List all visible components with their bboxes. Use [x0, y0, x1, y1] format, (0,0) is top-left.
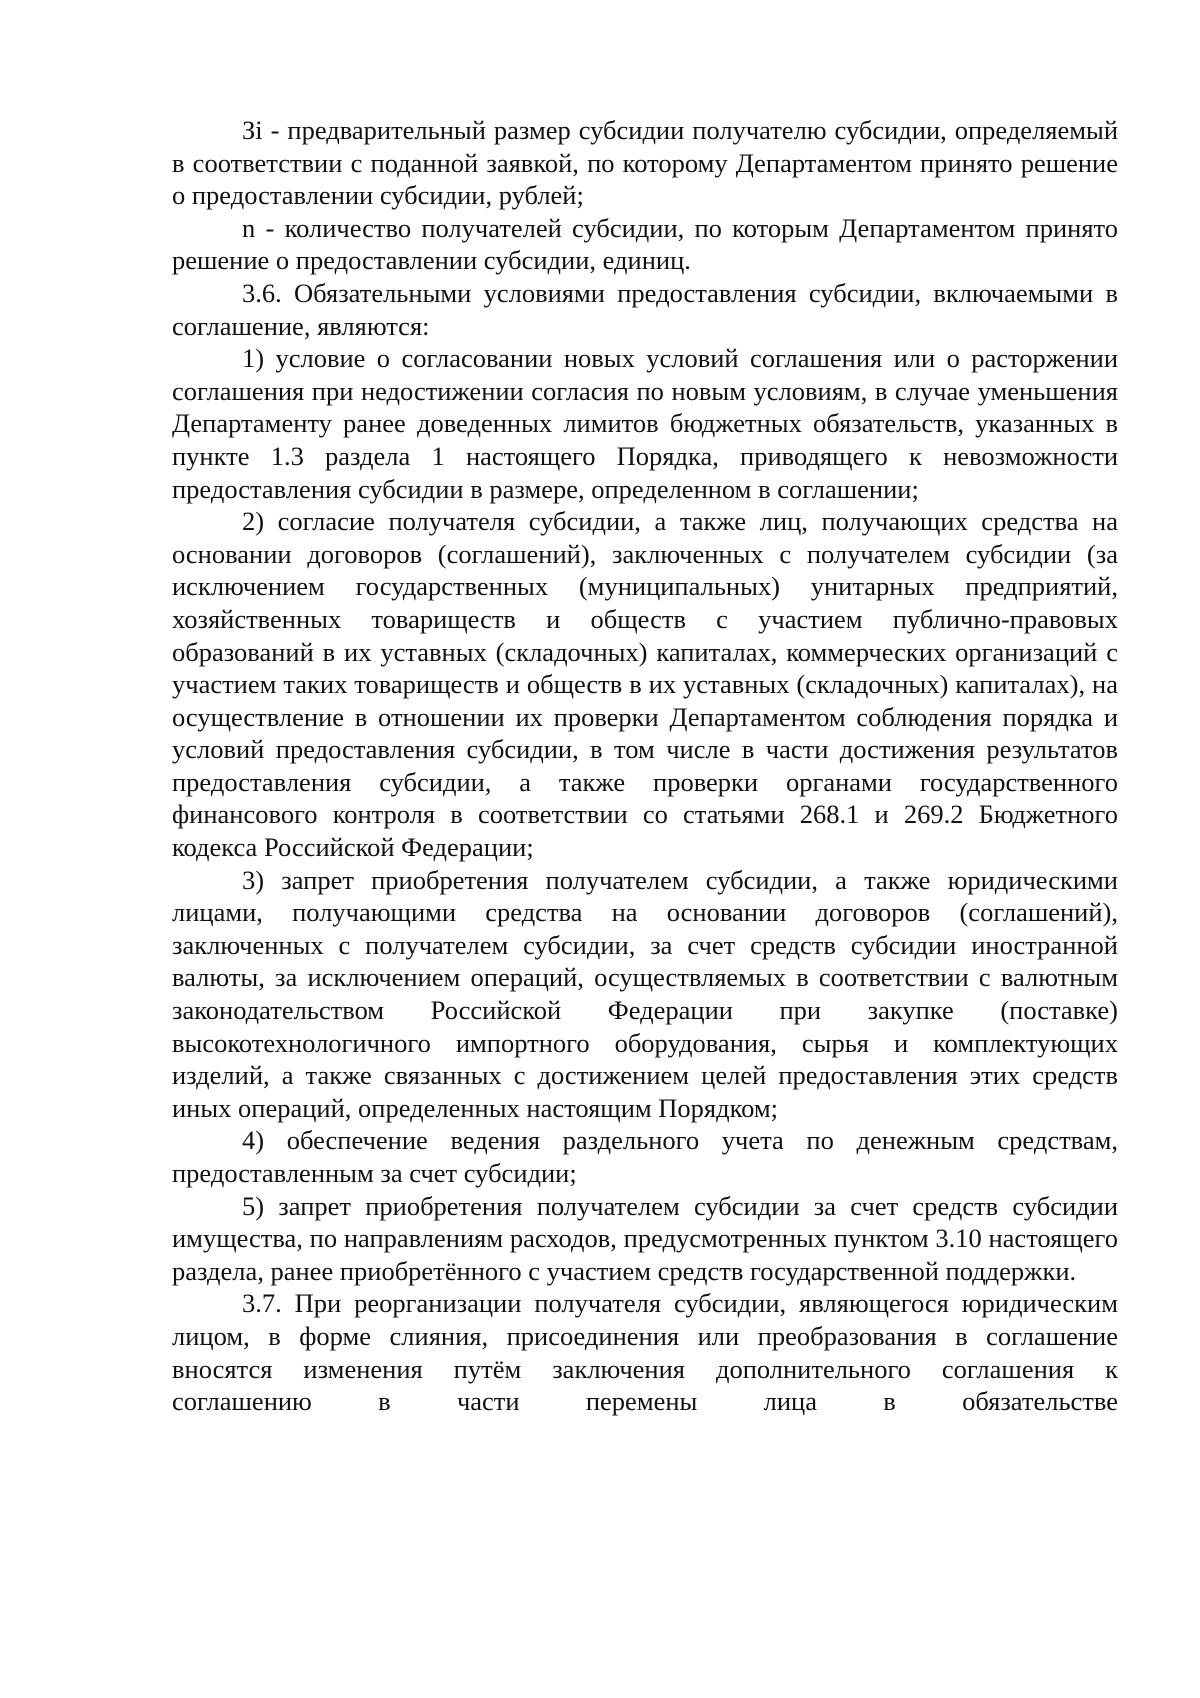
paragraph-condition-3: 3) запрет приобретения получателем субсидии, а также юридическими лицами, получающими средства на основании договоров (соглашений), заключенных с получателем субсидии, за счет средств субсидии иностранной валюты, за исключением операций, осуществляемых в соответствии с валютным законодательством Российской Федерации при закупке (поставке) высокотехнологичного импортного оборудования, сырья и комплектующих изделий, а также связанных с достижением целей предоставления этих средств иных операций, определенных настоящим Порядком;: [172, 864, 1118, 1123]
paragraph-zi-definition: Зi - предварительный размер субсидии получателю субсидии, определяемый в соответствии с поданной заявкой, по которому Департаментом принято решение о предоставлении субсидии, рублей;: [172, 115, 1118, 211]
paragraph-condition-4: 4) обеспечение ведения раздельного учета по денежным средствам, предоставленным за счет субсидии;: [172, 1125, 1118, 1188]
paragraph-n-definition: n - количество получателей субсидии, по которым Департаментом принято решение о предоставлении субсидии, единиц.: [172, 212, 1118, 276]
paragraph-condition-1: 1) условие о согласовании новых условий соглашения или о расторжении соглашения при недостижении согласия по новым условиям, в случае уменьшения Департаменту ранее доведенных лимитов бюджетных обязательств, указанных в пункте 1.3 раздела 1 настоящего Порядка, приводящего к невозможности предоставления субсидии в размере, определенном в соглашении;: [172, 343, 1118, 504]
paragraph-condition-2: 2) согласие получателя субсидии, а также лиц, получающих средства на основании договоров (соглашений), заключенных с получателем субсидии (за исключением государственных (муниципальных) унитарных предприятий, хозяйственных товариществ и обществ с участием публично-правовых образований в их уставных (складочных) капиталах, коммерческих организаций с участием таких товариществ и обществ в их уставных (складочных) капиталах), на осуществление в отношении их проверки Департаментом соблюдения порядка и условий предоставления субсидии, в том числе в части достижения результатов предоставления субсидии, а также проверки органами государственного финансового контроля в соответствии со статьями 268.1 и 269.2 Бюджетного кодекса Российской Федерации;: [172, 506, 1118, 863]
paragraph-condition-5: 5) запрет приобретения получателем субсидии за счет средств субсидии имущества, по направлениям расходов, предусмотренных пунктом 3.10 настоящего раздела, ранее приобретённого с участием средств государственной поддержки.: [172, 1190, 1118, 1286]
document-body: [172, 114, 1118, 1418]
paragraph-3-6-heading: 3.6. Обязательными условиями предоставления субсидии, включаемыми в соглашение, являются:: [172, 277, 1118, 341]
paragraph-3-7: 3.7. При реорганизации получателя субсидии, являющегося юридическим лицом, в форме слияния, присоединения или преобразования в соглашение вносятся изменения путём заключения дополнительного соглашения к соглашению в части перемены лица в обязательстве: [172, 1288, 1118, 1417]
